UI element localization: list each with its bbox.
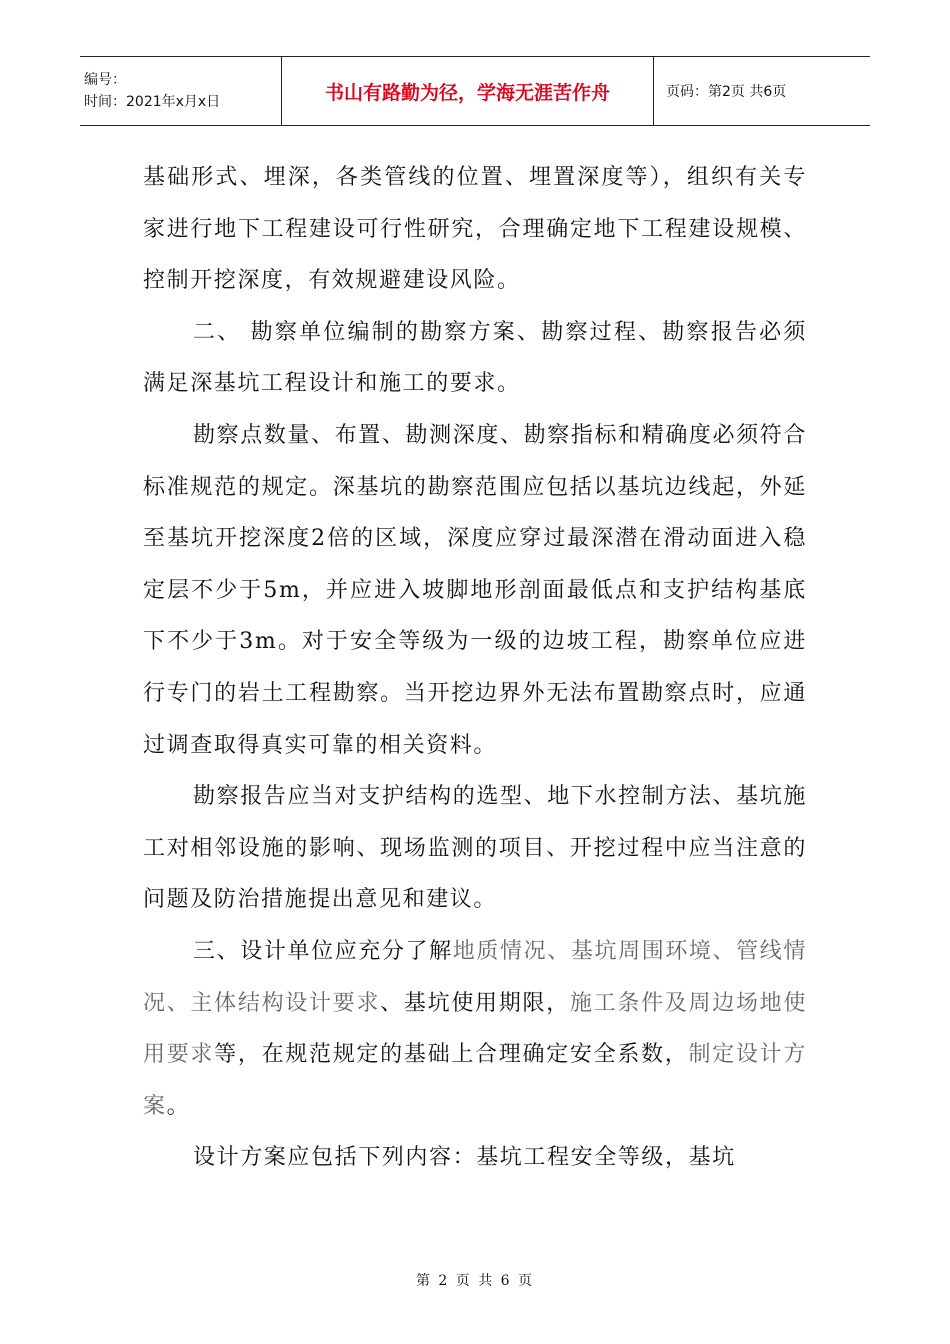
document-body [143,152,807,1184]
paragraph-1: 基础形式、埋深，各类管线的位置、埋置深度等），组织有关专家进行地下工程建设可行性研究，合理确定地下工程建设规模、控制开挖深度，有效规避建设风险。 [143,165,807,294]
time-label: 时间：2021年x月x日 [84,94,221,110]
paragraph-5-part-a: 三、设计单位应充分了解 [193,938,453,964]
header-motto: 书山有路勤为径，学海无涯苦作舟 [282,57,654,125]
paragraph-5-part-g: 。 [166,1093,191,1119]
page-footer: 第 2 页 共 6 页 [415,1273,535,1289]
paragraph-4: 勘察报告应当对支护结构的选型、地下水控制方法、基坑施工对相邻设施的影响、现场监测的项目、开挖过程中应当注意的问题及防治措施提出意见和建议。 [143,784,807,913]
paragraph-6: 设计方案应包括下列内容：基坑工程安全等级，基坑 [193,1145,736,1171]
header-meta [80,57,282,125]
paragraph-5-part-d: 施工条件及周边场地使用要求 [143,990,807,1068]
paragraph-5-part-b: 地质情况、基坑周围环境、管线情况、主体结构设计要求 [143,938,807,1016]
paragraph-2: 二、 勘察单位编制的勘察方案、勘察过程、勘察报告必须满足深基坑工程设计和施工的要求。 [143,319,807,397]
paragraph-5-part-c: 、基坑使用期限， [380,990,570,1016]
paragraph-5 [143,926,807,1132]
page-header [80,56,870,126]
serial-label: 编号： [84,72,126,88]
paragraph-5-part-f: 制定设计方案 [143,1042,807,1119]
paragraph-3: 勘察点数量、布置、勘测深度、勘察指标和精确度必须符合标准规范的规定。深基坑的勘察范围应包括以基坑边线起，外延至基坑开挖深度2倍的区域，深度应穿过最深潜在滑动面进入稳定层不少于5m，并应进入坡脚地形剖面最低点和支护结构基底下不少于3m。对于安全等级为一级的边坡工程，勘察单位应进行专门的岩土工程勘察。当开挖边界外无法布置勘察点时，应通过调查取得真实可靠的相关资料。 [143,422,807,758]
header-page-info: 页码：第2页 共6页 [666,84,787,100]
paragraph-5-part-e: 等，在规范规定的基础上合理确定安全系数， [214,1042,689,1068]
